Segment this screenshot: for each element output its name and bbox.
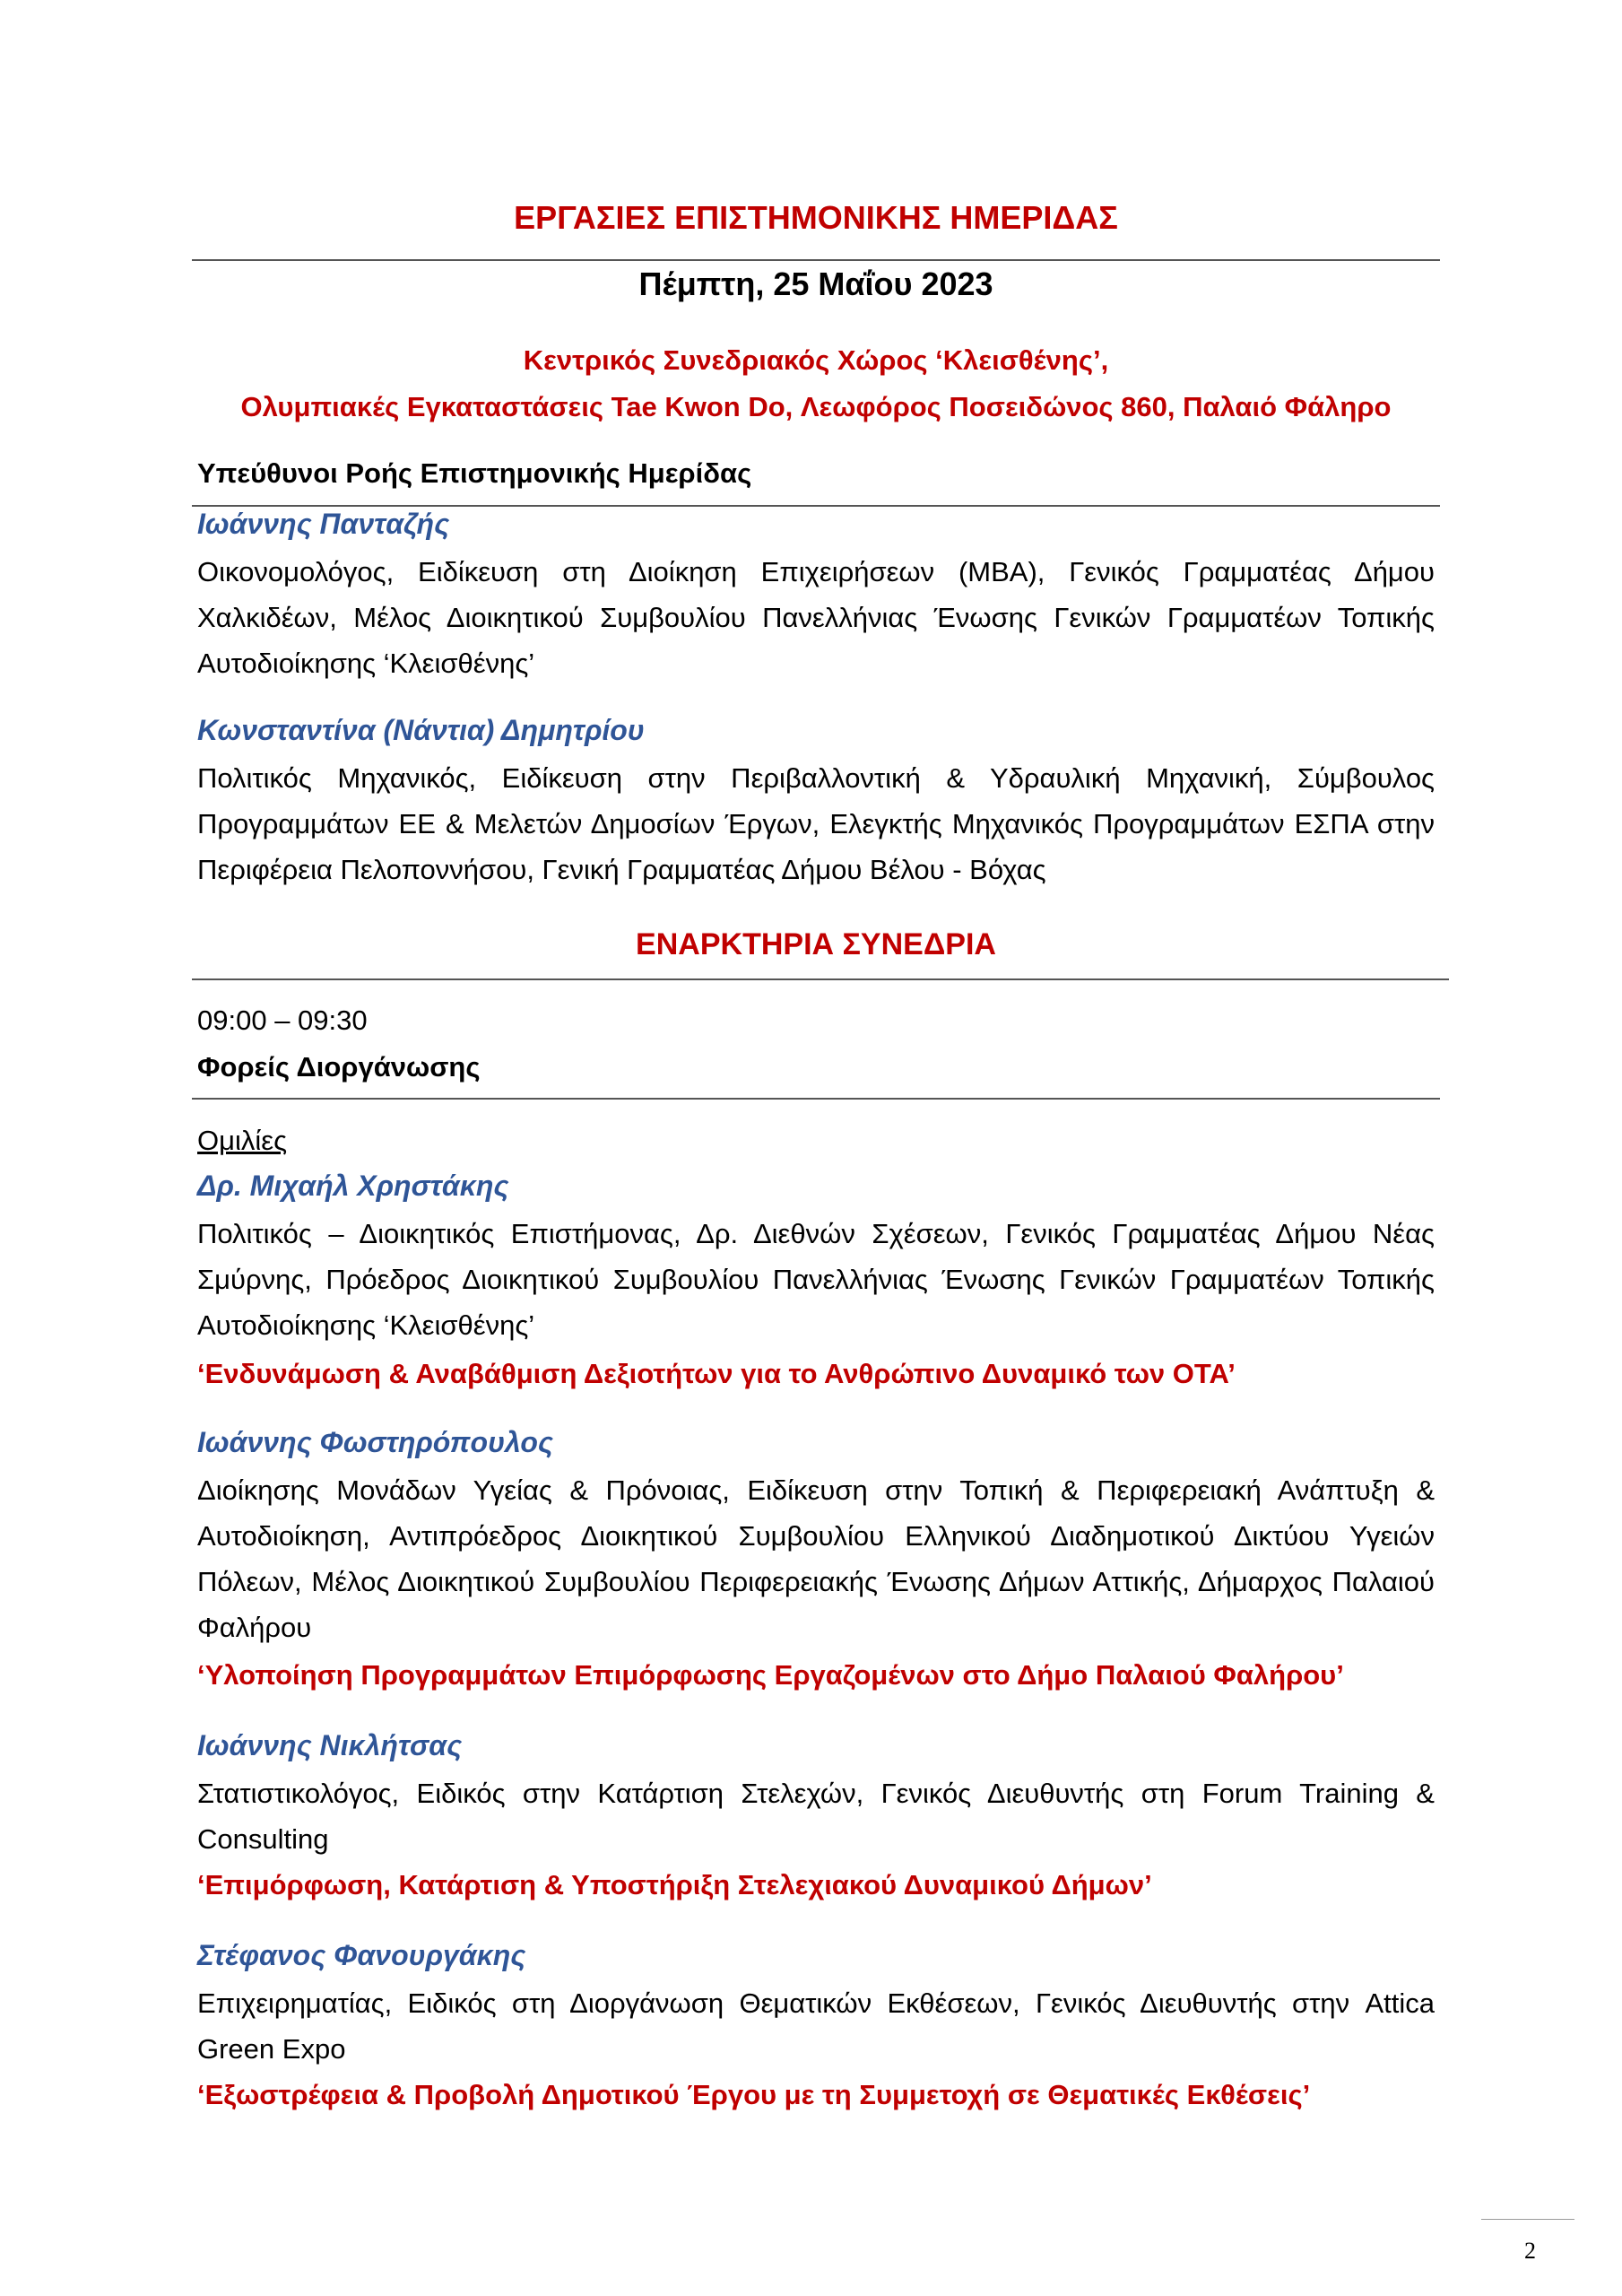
speaker-bio: Επιχειρηματίας, Ειδικός στη Διοργάνωση Θεματικών Εκθέσεων, Γενικός Διευθυντής στην Attica Green Expo (197, 1987, 1435, 2065)
speaker-bio: Πολιτικός – Διοικητικός Επιστήμονας, Δρ. Διεθνών Σχέσεων, Γενικός Γραμματέας Δήμου Νέας Σμύρνης, Πρόεδρος Διοικητικού Συμβουλίου Πανελλήνιας Ένωσης Γενικών Γραμματέων Τοπικής Αυτοδιοίκησης ‘Κλεισθένης’ (197, 1218, 1435, 1341)
speaker-bio: Στατιστικολόγος, Ειδικός στην Κατάρτιση Στελεχών, Γενικός Διευθυντής στη Forum Training & Consulting (197, 1778, 1435, 1855)
speaker-name: Ιωάννης Φωστηρόπουλος (197, 1426, 553, 1458)
speaker-name: Δρ. Μιχαήλ Χρηστάκης (197, 1170, 509, 1202)
coordinators-divider (192, 505, 1440, 507)
talk-title: ‘Υλοποίηση Προγραμμάτων Επιμόρφωσης Εργαζομένων στο Δήμο Παλαιού Φαλήρου’ (197, 1659, 1344, 1691)
talks-label: Ομιλίες (197, 1125, 288, 1156)
coordinators-heading: Υπεύθυνοι Ροής Επιστημονικής Ημερίδας (197, 457, 752, 489)
page-number: 2 (1524, 2238, 1536, 2264)
session-time: 09:00 – 09:30 (197, 1004, 368, 1036)
speaker-name: Ιωάννης Νικλήτσας (197, 1729, 463, 1761)
title-divider (192, 259, 1440, 261)
page-title: ΕΡΓΑΣΙΕΣ ΕΠΙΣΤΗΜΟΝΙΚΗΣ ΗΜΕΡΙΔΑΣ (514, 199, 1118, 236)
coordinator-name: Κωνσταντίνα (Νάντια) Δημητρίου (197, 714, 645, 746)
footer-divider (1481, 2219, 1574, 2220)
talk-title: ‘Επιμόρφωση, Κατάρτιση & Υποστήριξη Στελεχιακού Δυναμικού Δήμων’ (197, 1869, 1152, 1900)
coordinator-name: Ιωάννης Πανταζής (197, 508, 450, 540)
talk-title: ‘Εξωστρέφεια & Προβολή Δημοτικού Έργου με τη Συμμετοχή σε Θεματικές Εκθέσεις’ (197, 2079, 1311, 2110)
coordinator-bio: Οικονομολόγος, Ειδίκευση στη Διοίκηση Επιχειρήσεων (ΜΒΑ), Γενικός Γραμματέας Δήμου Χαλκιδέων, Μέλος Διοικητικού Συμβουλίου Πανελλήνιας Ένωσης Γενικών Γραμματέων Τοπικής Αυτοδιοίκησης ‘Κλεισθένης’ (197, 556, 1435, 679)
venue-line-1: Κεντρικός Συνεδριακός Χώρος ‘Κλεισθένης’, (523, 344, 1109, 376)
coordinator-bio: Πολιτικός Μηχανικός, Ειδίκευση στην Περιβαλλοντική & Υδραυλική Μηχανική, Σύμβουλος Προγραμμάτων ΕΕ & Μελετών Δημοσίων Έργων, Ελεγκτής Μηχανικός Προγραμμάτων ΕΣΠΑ στην Περιφέρεια Πελοποννήσου, Γενική Γραμματέας Δήμου Βέλου - Βόχας (197, 762, 1435, 885)
event-date: Πέμπτη, 25 Μαΐου 2023 (638, 265, 993, 302)
organizers-divider (192, 1098, 1440, 1100)
session-title: ΕΝΑΡΚΤΗΡΙΑ ΣΥΝΕΔΡΙΑ (636, 927, 996, 961)
venue-line-2: Ολυμπιακές Εγκαταστάσεις Tae Kwon Do, Λεωφόρος Ποσειδώνος 860, Παλαιό Φάληρο (240, 391, 1392, 422)
talk-title: ‘Ενδυνάμωση & Αναβάθμιση Δεξιοτήτων για το Ανθρώπινο Δυναμικό των ΟΤΑ’ (197, 1358, 1236, 1389)
speaker-bio: Διοίκησης Μονάδων Υγείας & Πρόνοιας, Ειδίκευση στην Τοπική & Περιφερειακή Ανάπτυξη & Αυτοδιοίκηση, Αντιπρόεδρος Διοικητικού Συμβουλίου Ελληνικού Διαδημοτικού Δικτύου Υγειών Πόλεων, Μέλος Διοικητικού Συμβουλίου Περιφερειακής Ένωσης Δήμων Αττικής, Δήμαρχος Παλαιού Φαλήρου (197, 1474, 1435, 1643)
session-divider (192, 978, 1449, 980)
speaker-name: Στέφανος Φανουργάκης (197, 1939, 526, 1971)
organizers-heading: Φορείς Διοργάνωσης (197, 1051, 481, 1083)
